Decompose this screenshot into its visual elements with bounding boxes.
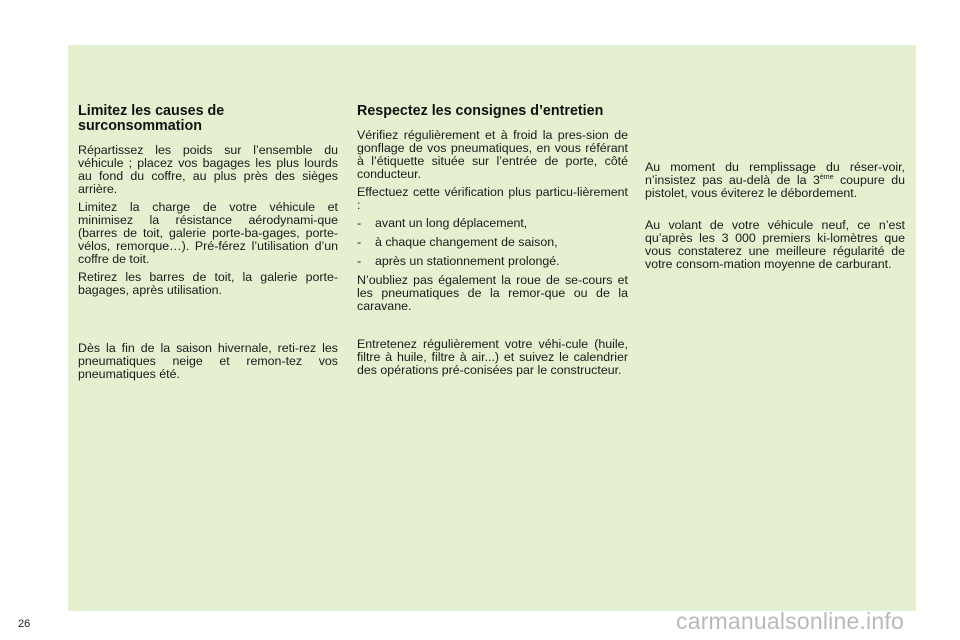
- right-column: [645, 161, 905, 276]
- paragraph-new-vehicle: Au volant de votre véhicule neuf, ce n’est qu’après les 3 000 premiers ki-lomètres que vous constaterez une meilleure régularité de votre consom-mation moyenne de carburant.: [645, 218, 905, 271]
- paragraph-weight: Répartissez les poids sur l’ensemble du véhicule ; placez vos bagages les plus lourds au fond du coffre, au plus près des sièges arrière.: [78, 143, 338, 196]
- paragraph-refuelling: Au moment du remplissage du réser-voir, n’insistez pas au-delà de la 3ème coupure du pistolet, vous éviterez le débordement.: [645, 160, 905, 200]
- paragraph-tyre-pressure: Vérifiez régulièrement et à froid la pres-sion de gonflage de vos pneumatiques, en vous référant à l’étiquette située sur l’entrée de porte, côté conducteur.: [357, 128, 628, 181]
- list-item: - avant un long déplacement,: [357, 216, 528, 230]
- list-item: - à chaque changement de saison,: [357, 235, 558, 249]
- paragraph-roof-bars: Retirez les barres de toit, la galerie porte-bagages, après utilisation.: [78, 270, 338, 297]
- paragraph-check-when: Effectuez cette vérification plus particu-lièrement :: [357, 185, 628, 212]
- watermark: carmanualsonline.info: [676, 608, 904, 634]
- section-title-overconsumption: Limitez les causes de surconsommation: [78, 103, 225, 134]
- paragraph-load: Limitez la charge de votre véhicule et minimisez la résistance aérodynami-que (barres de toit, galerie porte-ba-gages, porte-vélos, remorque…). Pré-férez l’utilisation d’un coffre de toit.: [78, 200, 338, 266]
- paragraph-servicing: Entretenez régulièrement votre véhi-cule (huile, filtre à huile, filtre à air...) et suivez le calendrier des opérations pré-conisées par le constructeur.: [357, 337, 628, 377]
- list-item: - après un stationnement prolongé.: [357, 254, 560, 268]
- section-title-maintenance: Respectez les consignes d’entretien: [357, 103, 604, 119]
- paragraph-winter-tyres: Dès la fin de la saison hivernale, reti-rez les pneumatiques neige et remon-tez vos pneumatiques été.: [78, 341, 338, 381]
- page-number: 26: [18, 618, 31, 630]
- paragraph-spare-wheel: N’oubliez pas également la roue de se-cours et les pneumatiques de la remor-que ou de la caravane.: [357, 273, 628, 313]
- left-column: [78, 104, 338, 386]
- middle-column: [357, 104, 628, 382]
